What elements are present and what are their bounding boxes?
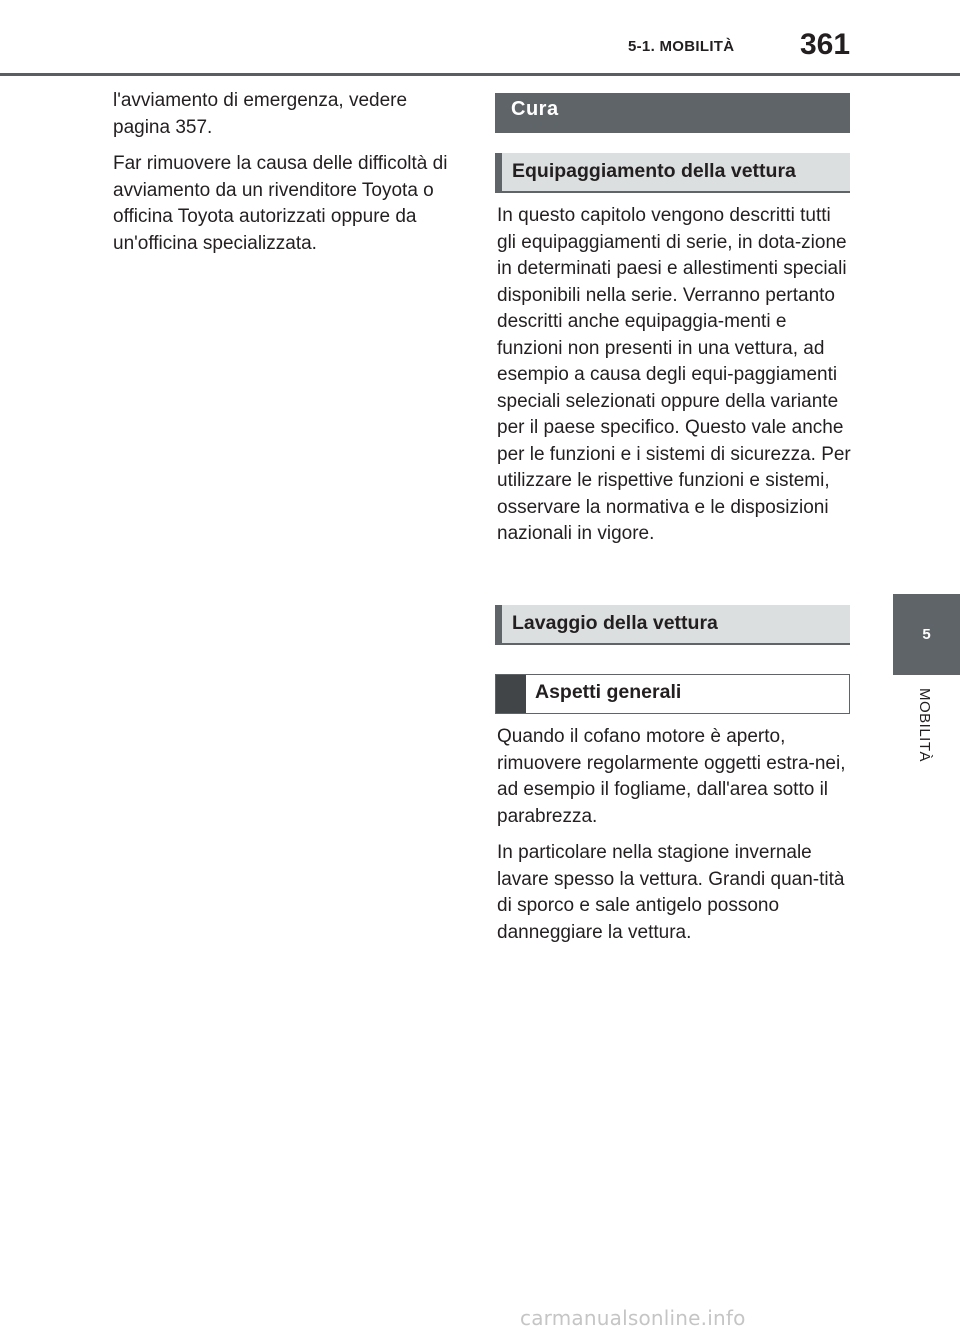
subheading-equipment: Equipaggiamento della vettura [495,153,850,193]
paragraph: Quando il cofano motore è aperto, rimuovere regolarmente oggetti estra-nei, ad esempio il fogliame, dall'area sotto il parabrezza. [497,726,846,827]
left-column [113,88,463,267]
chapter-label: MOBILITÀ [916,688,933,763]
paragraph: In questo capitolo vengono descritti tutti gli equipaggiamenti di serie, in dota-zione in determinati paesi e allestimenti speciali disponibili nella serie. Verranno pertanto descritti anche equipaggia-menti e funzioni non presenti in una vettura, ad esempio a causa degli equi-paggiamenti speciali selezionati oppure della variante per il paese specifico. Questo vale anche per le funzioni e i sistemi di sicurezza. Per utilizzare le rispettive funzioni e sistemi, osservare la normativa e le disposizioni nazionali in vigore. [497,205,851,544]
paragraph: In particolare nella stagione invernale lavare spesso la vettura. Grandi quan-tità di sporco e sale antigelo possono danneggiare la vettura. [497,842,845,943]
paragraph: l'avviamento di emergenza, vedere pagina 357. [113,90,408,138]
equipment-text [497,203,852,558]
header-divider [0,73,960,76]
chapter-number: 5 [922,626,931,643]
section-heading-cura: Cura [495,93,850,133]
heading-marker [496,675,526,713]
page-number: 361 [800,28,851,61]
paragraph: Far rimuovere la causa delle difficoltà di avviamento da un rivenditore Toyota o officina Toyota autorizzati oppure da un'officina specializzata. [113,153,448,254]
subheading-general-label: Aspetti generali [535,681,682,703]
section-header: 5-1. MOBILITÀ [628,38,735,55]
subheading-general [495,674,850,714]
watermark: carmanualsonline.info [520,1306,746,1330]
chapter-tab [893,594,960,675]
washing-text [497,724,852,956]
subheading-washing: Lavaggio della vettura [495,605,850,645]
